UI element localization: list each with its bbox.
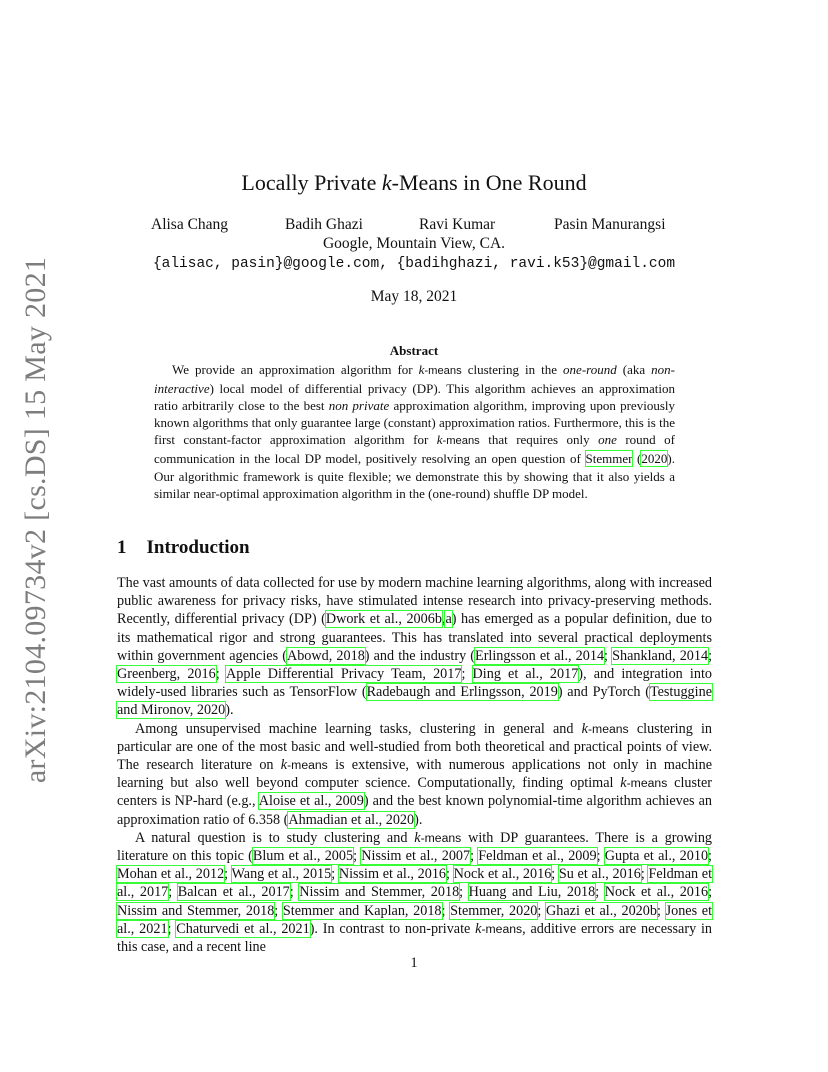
paper-date: May 18, 2021 <box>370 288 458 305</box>
author-emails: {alisac, pasin}@google.com, {badihghazi, ravi.k53}@gmail.com <box>152 256 676 272</box>
citation-link[interactable]: Nock et al., 2016 <box>604 884 709 901</box>
citation-list: Blum et al., 2005; Nissim et al., 2007; Feldman et al., 2009; Gupta et al., 2010; Mohan et al., 2012; Wang et al., 2015; Nissim et al., 2016; Nock et al., 2016; Su et al., 2016; Feldman et al., 2017; Balcan et al., 2017; Nissim and Stemmer, 2018; Huang and Liu, 2018; Nock et al., 2016; Nissim and Stemmer, 2018; Stemmer and Kaplan, 2018; Stemmer, 2020; Ghazi et al., 2020b; Jones et al., 2021; Chaturvedi et al., 2021 <box>117 848 713 937</box>
affiliation: Google, Mountain View, CA. <box>322 235 506 252</box>
citation-link[interactable]: Wang et al., 2015 <box>231 866 332 883</box>
citation-link[interactable]: a <box>445 611 452 628</box>
citation-link[interactable]: Nock et al., 2016 <box>453 866 552 883</box>
section-heading <box>117 537 250 559</box>
paragraph: A natural question is to study clustering and k-means with DP guarantees. There is a growing literature on this topic (Blum et al., 2005; Nissim et al., 2007; Feldman et al., 2009; Gupta et al., 2010; Mohan et al., 2012; Wang et al., 2015; Nissim et al., 2016; Nock et al., 2016; Su et al., 2016; Feldman et al., 2017; Balcan et al., 2017; Nissim and Stemmer, 2018; Huang and Liu, 2018; Nock et al., 2016; Nissim and Stemmer, 2018; Stemmer and Kaplan, 2018; Stemmer, 2020; Ghazi et al., 2020b; Jones et al., 2021; Chaturvedi et al., 2021). In contrast to non-private k-means, additive errors are necessary in this case, and a recent line <box>117 829 713 956</box>
citation-link[interactable]: Abowd, 2018 <box>286 647 365 664</box>
abstract-heading: Abstract <box>389 343 439 358</box>
citation-link[interactable]: Testuggine and Mironov, 2020 <box>117 684 712 719</box>
citation-link[interactable]: Stemmer and Kaplan, 2018 <box>282 902 442 919</box>
citation-link[interactable]: Blum et al., 2005 <box>252 848 354 865</box>
citation-link[interactable]: Dwork et al., 2006b <box>325 611 442 628</box>
citation-link[interactable]: Nissim et al., 2016 <box>338 866 446 883</box>
author-name: Pasin Manurangsi <box>554 216 666 233</box>
citation-link[interactable]: Ahmadian et al., 2020 <box>288 811 415 828</box>
citation-link[interactable]: Radebaugh and Erlingsson, 2019 <box>366 684 558 701</box>
citation-link[interactable]: Aloise et al., 2009 <box>258 793 364 810</box>
abstract-body <box>154 361 675 502</box>
citation-link[interactable]: Ghazi et al., 2020b <box>546 902 657 919</box>
citation-link[interactable]: Ding et al., 2017 <box>472 666 579 683</box>
arxiv-id: arXiv:2104.09734v2 [cs.DS] 15 May 2021 <box>19 256 52 784</box>
page-number: 1 <box>410 955 418 971</box>
citation-link[interactable]: Balcan et al., 2017 <box>177 884 290 901</box>
citation-link[interactable]: Stemmer, 2020 <box>450 902 538 919</box>
citation-link[interactable]: Stemmer <box>585 451 633 467</box>
citation-link[interactable]: Su et al., 2016 <box>558 866 641 883</box>
citation-link[interactable]: 2020 <box>641 451 668 467</box>
section-title: Introduction <box>146 537 250 558</box>
author-name: Badih Ghazi <box>285 216 363 233</box>
citation-link[interactable]: Feldman et al., 2009 <box>478 848 597 865</box>
citation-link[interactable]: Nissim and Stemmer, 2018 <box>299 884 460 901</box>
citation-link[interactable]: Jones et al., 2021 <box>117 902 713 937</box>
citation-link[interactable]: Apple Differential Privacy Team, 2017 <box>225 666 462 683</box>
section-number: 1 <box>117 537 127 558</box>
abstract-paragraph: We provide an approximation algorithm for k-means clustering in the one-round (aka non-interactive) local model of differential privacy (DP). This algorithm achieves an approximation ratio arbitrarily close to the best non private approximation algorithm, improving upon previously known algorithms that only guarantee large (constant) approximation ratios. Furthermore, this is the first constant-factor approximation algorithm for k-means that requires only one round of communication in the local DP model, positively resolving an open question of Stemmer (2020). Our algorithmic framework is quite flexible; we demonstrate this by showing that it also yields a similar near-optimal approximation algorithm in the (one-round) shuffle DP model. <box>154 362 675 501</box>
citation-link[interactable]: Nissim et al., 2007 <box>361 848 471 865</box>
paragraph: The vast amounts of data collected for use by modern machine learning algorithms, along with increased public awareness for privacy risks, have stimulated intense research into privacy-preserving methods. Recently, differential privacy (DP) (Dwork et al., 2006b,a) has emerged as a popular definition, due to its mathematical rigor and strong guarantees. This has translated into several practical deployments within government agencies (Abowd, 2018) and the industry (Erlingsson et al., 2014; Shankland, 2014; Greenberg, 2016; Apple Differential Privacy Team, 2017; Ding et al., 2017), and integration into widely-used libraries such as TensorFlow (Radebaugh and Erlingsson, 2019) and PyTorch (Testuggine and Mironov, 2020). <box>117 575 713 719</box>
citation-link[interactable]: Chaturvedi et al., 2021 <box>176 920 310 937</box>
author-name: Ravi Kumar <box>419 216 496 233</box>
citation-link[interactable]: Greenberg, 2016 <box>117 666 216 683</box>
citation-link[interactable]: Nissim and Stemmer, 2018 <box>117 902 275 919</box>
citation-link[interactable]: Huang and Liu, 2018 <box>468 884 596 901</box>
citation-link[interactable]: Gupta et al., 2010 <box>604 848 709 865</box>
citation-link[interactable]: Erlingsson et al., 2014 <box>475 647 605 664</box>
paper-title: Locally Private k-Means in One Round <box>241 170 587 195</box>
author-name: Alisa Chang <box>151 216 229 233</box>
citation-link[interactable]: Feldman et al., 2017 <box>117 866 713 901</box>
citation-link[interactable]: Shankland, 2014 <box>612 647 709 664</box>
citation-link[interactable]: Mohan et al., 2012 <box>117 866 225 883</box>
paragraph: Among unsupervised machine learning tasks, clustering in general and k-means clustering in particular are one of the most basic and well-studied from both theoretical and practical points of view. The research literature on k-means is extensive, with numerous applications not only in machine learning but also well beyond computer science. Computationally, finding optimal k-means cluster centers is NP-hard (e.g., Aloise et al., 2009) and the best known polynomial-time algorithm achieves an approximation ratio of 6.358 (Ahmadian et al., 2020). <box>117 720 712 828</box>
body-text <box>117 574 712 956</box>
